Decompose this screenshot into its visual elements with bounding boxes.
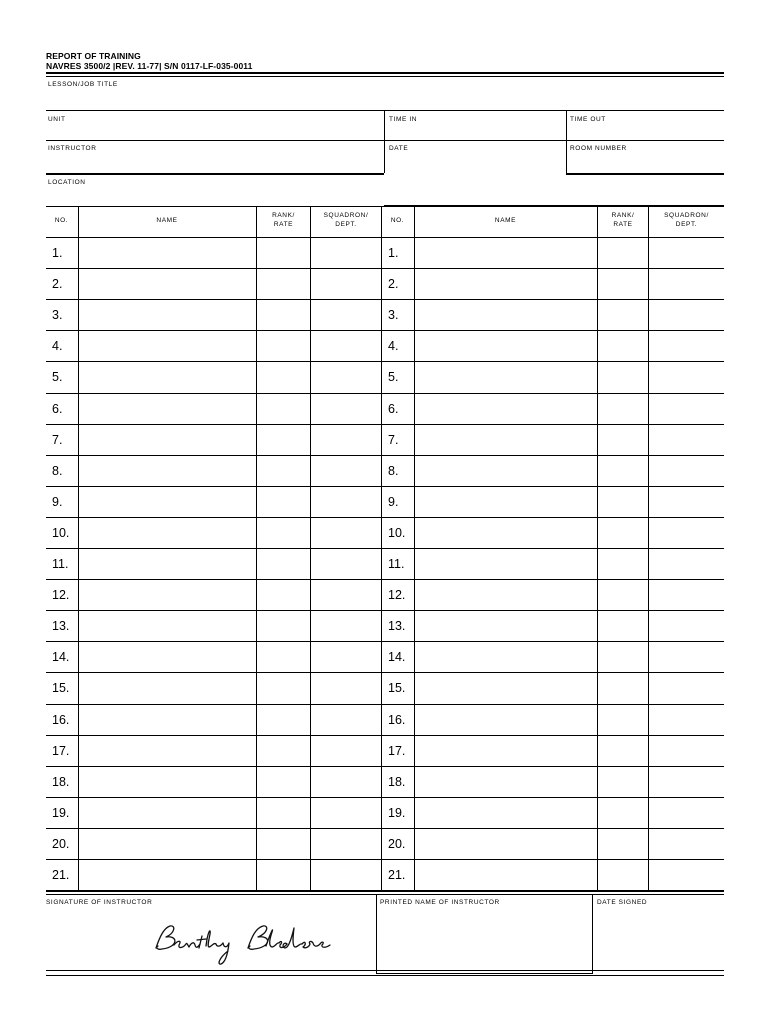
table-row-line [46, 641, 724, 642]
row-number-left: 19. [52, 806, 70, 820]
footer-divider-1 [376, 895, 377, 973]
printed-name-label: PRINTED NAME OF INSTRUCTOR [380, 899, 500, 906]
row-number-right: 12. [388, 588, 406, 602]
table-row-line [46, 299, 724, 300]
table-row-line [46, 797, 724, 798]
row-number-left: 7. [52, 433, 63, 447]
table-column-line [310, 206, 311, 890]
signature-label: SIGNATURE OF INSTRUCTOR [46, 899, 153, 906]
row-number-right: 17. [388, 744, 406, 758]
form-number: NAVRES 3500/2 |REV. 11-77| S/N 0117-LF-035-0011 [46, 61, 253, 71]
header-squadron-left: SQUADRON/ DEPT. [323, 212, 369, 228]
row-number-right: 8. [388, 464, 399, 478]
header-name-left: NAME [156, 217, 178, 224]
table-row-line [46, 393, 724, 394]
row-number-right: 4. [388, 339, 399, 353]
top-rule-1 [46, 72, 724, 74]
row-number-right: 21. [388, 868, 406, 882]
table-row-line [46, 735, 724, 736]
table-row-line [46, 486, 724, 487]
table-row-line [46, 455, 724, 456]
table-row-line [46, 579, 724, 580]
footer-rule-1 [46, 891, 724, 892]
header-rank-left: RANK/ RATE [272, 212, 295, 228]
row-number-left: 9. [52, 495, 63, 509]
row-number-left: 16. [52, 713, 70, 727]
top-rule-2 [46, 76, 724, 77]
bottom-rule-2 [46, 975, 724, 976]
instructor-signature [148, 918, 338, 970]
row-number-right: 6. [388, 402, 399, 416]
row-number-left: 11. [52, 557, 69, 571]
row-number-left: 5. [52, 370, 63, 384]
header-no-right: NO. [390, 217, 405, 224]
row-number-right: 19. [388, 806, 406, 820]
row-number-right: 9. [388, 495, 399, 509]
row-number-right: 3. [388, 308, 399, 322]
row-number-left: 8. [52, 464, 63, 478]
row-number-right: 10. [388, 526, 406, 540]
table-row-line [46, 548, 724, 549]
unit-label: UNIT [48, 116, 66, 123]
table-column-line [78, 206, 79, 890]
row-number-left: 12. [52, 588, 70, 602]
row-number-right: 7. [388, 433, 399, 447]
table-row-line [46, 766, 724, 767]
table-row-line [46, 704, 724, 705]
table-column-line [414, 206, 415, 890]
row-number-left: 14. [52, 650, 70, 664]
footer-rule-2 [46, 894, 724, 895]
row-number-left: 1. [52, 246, 63, 260]
rule-after-instructor-left [46, 173, 384, 175]
header-divider-2 [566, 110, 567, 174]
table-row-line [46, 859, 724, 860]
table-row-line [46, 268, 724, 269]
row-number-left: 13. [52, 619, 70, 633]
table-column-line [597, 206, 598, 890]
table-row-line [46, 672, 724, 673]
table-top-border-left [46, 206, 384, 207]
table-row-line [46, 828, 724, 829]
row-number-right: 16. [388, 713, 406, 727]
row-number-left: 21. [52, 868, 70, 882]
date-signed-label: DATE SIGNED [597, 899, 648, 906]
table-column-line [256, 206, 257, 890]
time-out-label: TIME OUT [570, 116, 606, 123]
room-number-label: ROOM NUMBER [570, 145, 627, 152]
row-number-right: 13. [388, 619, 406, 633]
table-column-line [648, 206, 649, 890]
footer-divider-2 [592, 895, 593, 973]
rule-after-unit [46, 140, 724, 141]
table-row-line [46, 330, 724, 331]
date-label: DATE [389, 145, 409, 152]
table-row-line [46, 610, 724, 611]
form-title: REPORT OF TRAINING [46, 51, 141, 61]
table-header-bottom [46, 237, 724, 238]
table-top-border-right [384, 205, 724, 207]
row-number-right: 1. [388, 246, 399, 260]
row-number-left: 15. [52, 681, 70, 695]
table-row-line [46, 424, 724, 425]
row-number-right: 20. [388, 837, 406, 851]
row-number-left: 6. [52, 402, 63, 416]
row-number-right: 2. [388, 277, 399, 291]
rule-after-lesson [46, 110, 724, 111]
row-number-left: 2. [52, 277, 63, 291]
header-no-left: NO. [54, 217, 69, 224]
bottom-rule-1 [46, 970, 724, 971]
row-number-left: 20. [52, 837, 70, 851]
rule-after-instructor-right [566, 173, 724, 175]
row-number-left: 17. [52, 744, 70, 758]
header-name-right: NAME [494, 217, 517, 224]
row-number-left: 3. [52, 308, 63, 322]
row-number-right: 14. [388, 650, 406, 664]
table-row-line [46, 361, 724, 362]
location-label: LOCATION [48, 179, 86, 186]
row-number-left: 18. [52, 775, 70, 789]
row-number-left: 10. [52, 526, 70, 540]
row-number-right: 5. [388, 370, 399, 384]
time-in-label: TIME IN [389, 116, 418, 123]
row-number-right: 15. [388, 681, 406, 695]
row-number-right: 18. [388, 775, 406, 789]
header-divider-1 [384, 110, 385, 173]
header-squadron-right: SQUADRON/ DEPT. [664, 212, 709, 228]
lesson-title-label: LESSON/JOB TITLE [48, 81, 118, 88]
row-number-right: 11. [388, 557, 405, 571]
table-row-line [46, 517, 724, 518]
footer-box-bottom [376, 973, 593, 974]
row-number-left: 4. [52, 339, 63, 353]
form-header [46, 51, 253, 71]
instructor-label: INSTRUCTOR [48, 145, 97, 152]
header-rank-right: RANK/ RATE [611, 212, 635, 228]
table-column-line [381, 206, 382, 890]
